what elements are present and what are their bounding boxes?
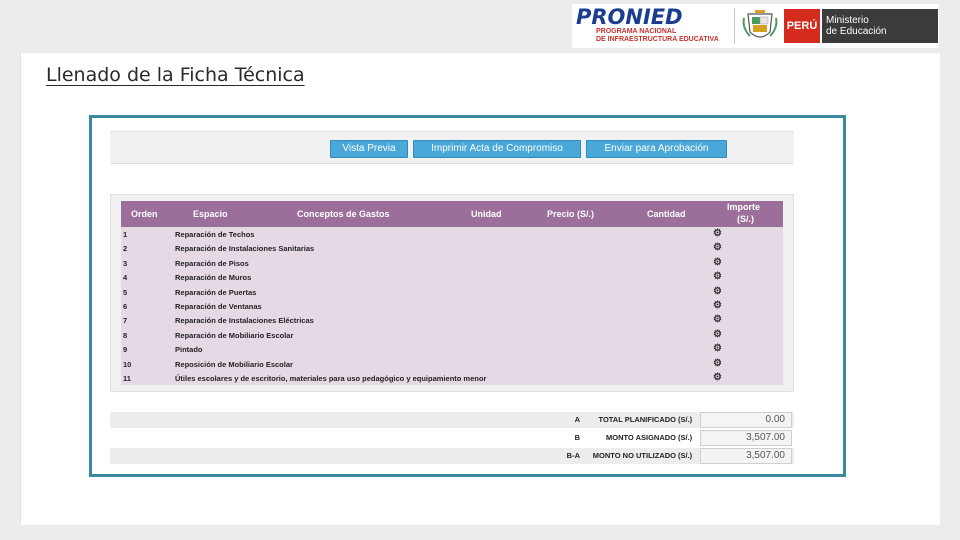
row-espacio: Útiles escolares y de escritorio, materiales para uso pedagógico y equipamiento menor xyxy=(175,374,487,383)
logo-strip xyxy=(572,4,939,48)
gears-icon[interactable]: ⚙ xyxy=(713,357,722,369)
ministry-line-1: Ministerio xyxy=(826,15,869,26)
summary-value-field[interactable]: 3,507.00 xyxy=(700,448,792,464)
row-orden: 2 xyxy=(123,244,128,254)
row-espacio: Reparación de Instalaciones Sanitarias xyxy=(175,244,315,254)
coat-of-arms-icon xyxy=(740,8,780,44)
pronied-sub-line-1: PROGRAMA NACIONAL xyxy=(596,28,677,35)
table-row xyxy=(121,256,783,271)
vista-previa-button[interactable]: Vista Previa xyxy=(330,140,408,158)
col-espacio: Espacio xyxy=(193,209,228,219)
table-row xyxy=(121,285,783,300)
summary-unit: (S/.) xyxy=(678,433,693,442)
summary-row xyxy=(110,448,794,464)
gastos-table xyxy=(110,194,794,392)
row-orden: 9 xyxy=(123,345,128,355)
summary-label: MONTO ASIGNADO xyxy=(605,433,676,442)
enviar-aprobacion-button[interactable]: Enviar para Aprobación xyxy=(586,140,727,158)
table-row xyxy=(121,342,783,357)
table-row xyxy=(121,299,783,314)
row-espacio: Reparación de Instalaciones Eléctricas xyxy=(175,316,314,326)
summary-code: A xyxy=(574,415,580,424)
peru-badge: PERÚ xyxy=(784,9,820,43)
gears-icon[interactable]: ⚙ xyxy=(713,328,722,340)
row-orden: 7 xyxy=(123,316,128,326)
row-espacio: Reparación de Pisos xyxy=(175,258,249,268)
screenshot-panel xyxy=(89,115,846,477)
table-row xyxy=(121,371,783,386)
logo-divider xyxy=(734,8,735,44)
imprimir-acta-button[interactable]: Imprimir Acta de Compromiso xyxy=(413,140,581,158)
row-orden: 8 xyxy=(123,330,128,340)
gears-icon[interactable]: ⚙ xyxy=(713,228,722,239)
gears-icon[interactable]: ⚙ xyxy=(713,343,722,355)
summary-value-field[interactable]: 3,507.00 xyxy=(700,430,792,446)
table-row xyxy=(121,241,783,256)
row-orden: 4 xyxy=(123,273,128,283)
gears-icon[interactable]: ⚙ xyxy=(713,242,722,254)
table-row xyxy=(121,313,783,328)
row-espacio: Reparación de Techos xyxy=(175,230,255,239)
row-espacio: Reparación de Ventanas xyxy=(175,302,262,311)
row-espacio: Reparación de Muros xyxy=(175,273,252,283)
pronied-wordmark: PRONIED xyxy=(576,5,683,29)
gears-icon[interactable]: ⚙ xyxy=(713,372,722,383)
row-espacio: Pintado xyxy=(175,345,203,355)
ministry-badge xyxy=(822,9,938,43)
summary-value-field[interactable]: 0.00 xyxy=(700,412,792,428)
gears-icon[interactable]: ⚙ xyxy=(713,300,722,311)
row-orden: 1 xyxy=(123,230,128,239)
table-row xyxy=(121,227,783,242)
gears-icon[interactable]: ⚙ xyxy=(713,314,722,326)
row-orden: 10 xyxy=(123,359,132,369)
pronied-subtitle xyxy=(596,28,726,44)
table-header xyxy=(121,201,783,227)
gears-icon[interactable]: ⚙ xyxy=(713,271,722,283)
col-precio: Precio (S/.) xyxy=(547,209,595,219)
row-orden: 11 xyxy=(123,374,131,383)
gears-icon[interactable]: ⚙ xyxy=(713,256,722,268)
row-espacio: Reparación de Mobiliario Escolar xyxy=(175,330,294,340)
row-orden: 3 xyxy=(123,258,128,268)
gears-icon[interactable]: ⚙ xyxy=(713,285,722,297)
table-row xyxy=(121,357,783,372)
summary-unit: (S/.) xyxy=(678,415,693,424)
summary-code: B-A xyxy=(566,451,580,460)
row-espacio: Reposición de Mobiliario Escolar xyxy=(175,359,293,369)
col-cantidad: Cantidad xyxy=(647,209,686,219)
col-conceptos: Conceptos de Gastos xyxy=(297,209,390,219)
summary-row xyxy=(110,430,794,446)
summary-section xyxy=(110,412,794,466)
slide-title: Llenado de la Ficha Técnica xyxy=(46,64,305,86)
summary-label: MONTO NO UTILIZADO xyxy=(592,451,676,460)
pronied-logo xyxy=(576,5,726,45)
col-unidad: Unidad xyxy=(471,209,502,219)
summary-code: B xyxy=(574,433,580,442)
summary-label: TOTAL PLANIFICADO xyxy=(598,415,676,424)
pronied-sub-line-2: DE INFRAESTRUCTURA EDUCATIVA xyxy=(596,36,719,43)
table-row xyxy=(121,328,783,343)
col-importe: Importe xyxy=(727,202,761,212)
summary-unit: (S/.) xyxy=(678,451,693,460)
table-body xyxy=(121,227,783,385)
action-toolbar xyxy=(110,131,794,164)
col-importe-unit: (S/.) xyxy=(737,214,754,224)
table-row xyxy=(121,270,783,285)
row-espacio: Reparación de Puertas xyxy=(175,287,257,297)
col-orden: Orden xyxy=(131,209,158,219)
row-orden: 6 xyxy=(123,302,128,311)
summary-row xyxy=(110,412,794,428)
row-orden: 5 xyxy=(123,287,128,297)
ministry-line-2: de Educación xyxy=(826,26,887,37)
